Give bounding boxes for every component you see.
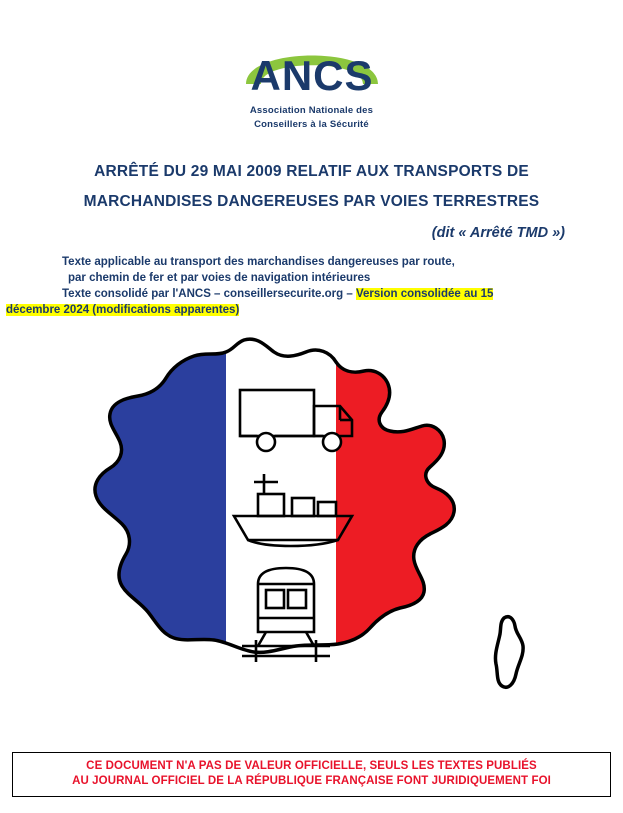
intro-line-1: Texte applicable au transport des marchandises dangereuses par route,	[62, 256, 455, 268]
intro-consolidated-highlight-1: Version consolidée au 15	[355, 288, 494, 300]
title-subtitle: (dit « Arrêté TMD »)	[431, 225, 565, 241]
corsica-outline	[495, 617, 523, 688]
ancs-logo-graphic	[222, 26, 402, 98]
france-map-svg	[52, 334, 572, 726]
intro-consolidated-plain: Texte consolidé par l'ANCS – conseillersecurite.org –	[62, 288, 356, 300]
ancs-logo-subtitle-line2: Conseillers à la Sécurité	[254, 119, 369, 130]
footer-disclaimer	[12, 752, 611, 797]
ancs-logo-subtitle-line1: Association Nationale des	[249, 105, 374, 116]
flag-fill	[52, 334, 572, 726]
france-flag-map	[0, 334, 623, 734]
intro-consolidated-line-2	[6, 303, 583, 319]
footer-line-1: CE DOCUMENT N'A PAS DE VALEUR OFFICIELLE, SEULS LES TEXTES PUBLIÉS	[86, 760, 537, 772]
intro-paragraph	[0, 255, 623, 318]
title-line-1: ARRÊTÉ DU 29 MAI 2009 RELATIF AUX TRANSPORTS DE	[94, 163, 529, 180]
intro-line-2: par chemin de fer et par voies de navigation intérieures	[68, 271, 371, 284]
intro-consolidated-highlight-2: décembre 2024 (modifications apparentes)	[6, 303, 240, 316]
document-title	[0, 157, 623, 241]
title-line-2: MARCHANDISES DANGEREUSES PAR VOIES TERRESTRES	[83, 193, 540, 210]
ancs-logo	[0, 0, 623, 131]
intro-consolidated-line	[62, 287, 583, 303]
svg-text:ANCS: ANCS	[249, 52, 374, 98]
footer-line-2: AU JOURNAL OFFICIEL DE LA RÉPUBLIQUE FRANÇAISE FONT JURIDIQUEMENT FOI	[72, 775, 551, 787]
